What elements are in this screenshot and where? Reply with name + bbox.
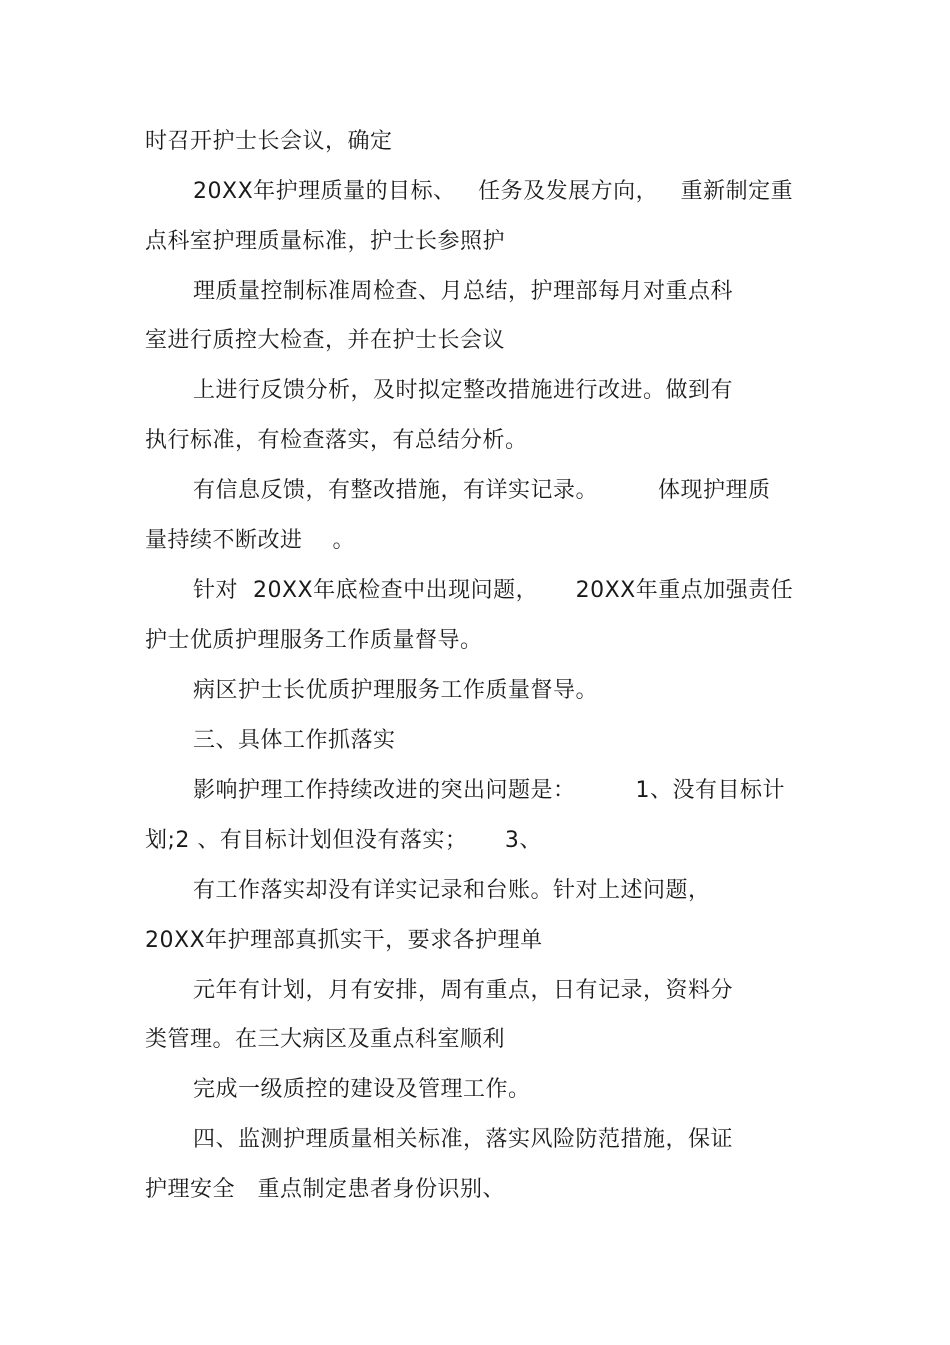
text-line: 病区护士长优质护理服务工作质量督导。 xyxy=(193,678,599,703)
text-line: 类管理。在三大病区及重点科室顺利 xyxy=(145,1027,506,1052)
text-line: 20XX年护理质量的目标、 任务及发展方向， 重新制定重 xyxy=(193,179,794,204)
text-line: 完成一级质控的建设及管理工作。 xyxy=(193,1077,531,1102)
text-line: 护士优质护理服务工作质量督导。 xyxy=(145,628,483,653)
text-line: 有工作落实却没有详实记录和台账。针对上述问题， xyxy=(193,878,711,903)
text-line: 室进行质控大检查，并在护士长会议 xyxy=(145,328,506,353)
section-heading: 三、具体工作抓落实 xyxy=(193,728,396,753)
text-line: 时召开护士长会议，确定 xyxy=(145,129,393,154)
text-line: 上进行反馈分析，及时拟定整改措施进行改进。做到有 xyxy=(193,378,734,403)
text-line: 影响护理工作持续改进的突出问题是： 1、没有目标计 xyxy=(193,778,785,803)
text-line: 有信息反馈，有整改措施，有详实记录。 体现护理质 xyxy=(193,478,771,503)
text-line: 针对 20XX年底检查中出现问题， 20XX年重点加强责任 xyxy=(193,578,794,603)
text-line: 20XX年护理部真抓实干，要求各护理单 xyxy=(145,928,543,953)
text-line: 护理安全 重点制定患者身份识别、 xyxy=(145,1177,505,1202)
text-line: 量持续不断改进 。 xyxy=(145,528,355,553)
text-line: 划;2 、有目标计划但没有落实； 3、 xyxy=(145,828,542,853)
text-line: 元年有计划，月有安排，周有重点，日有记录，资料分 xyxy=(193,978,734,1003)
text-line: 点科室护理质量标准，护士长参照护 xyxy=(145,229,506,254)
text-line: 理质量控制标准周检查、月总结，护理部每月对重点科 xyxy=(193,279,734,304)
text-line: 执行标准，有检查落实，有总结分析。 xyxy=(145,428,528,453)
section-heading: 四、监测护理质量相关标准，落实风险防范措施，保证 xyxy=(193,1127,734,1152)
